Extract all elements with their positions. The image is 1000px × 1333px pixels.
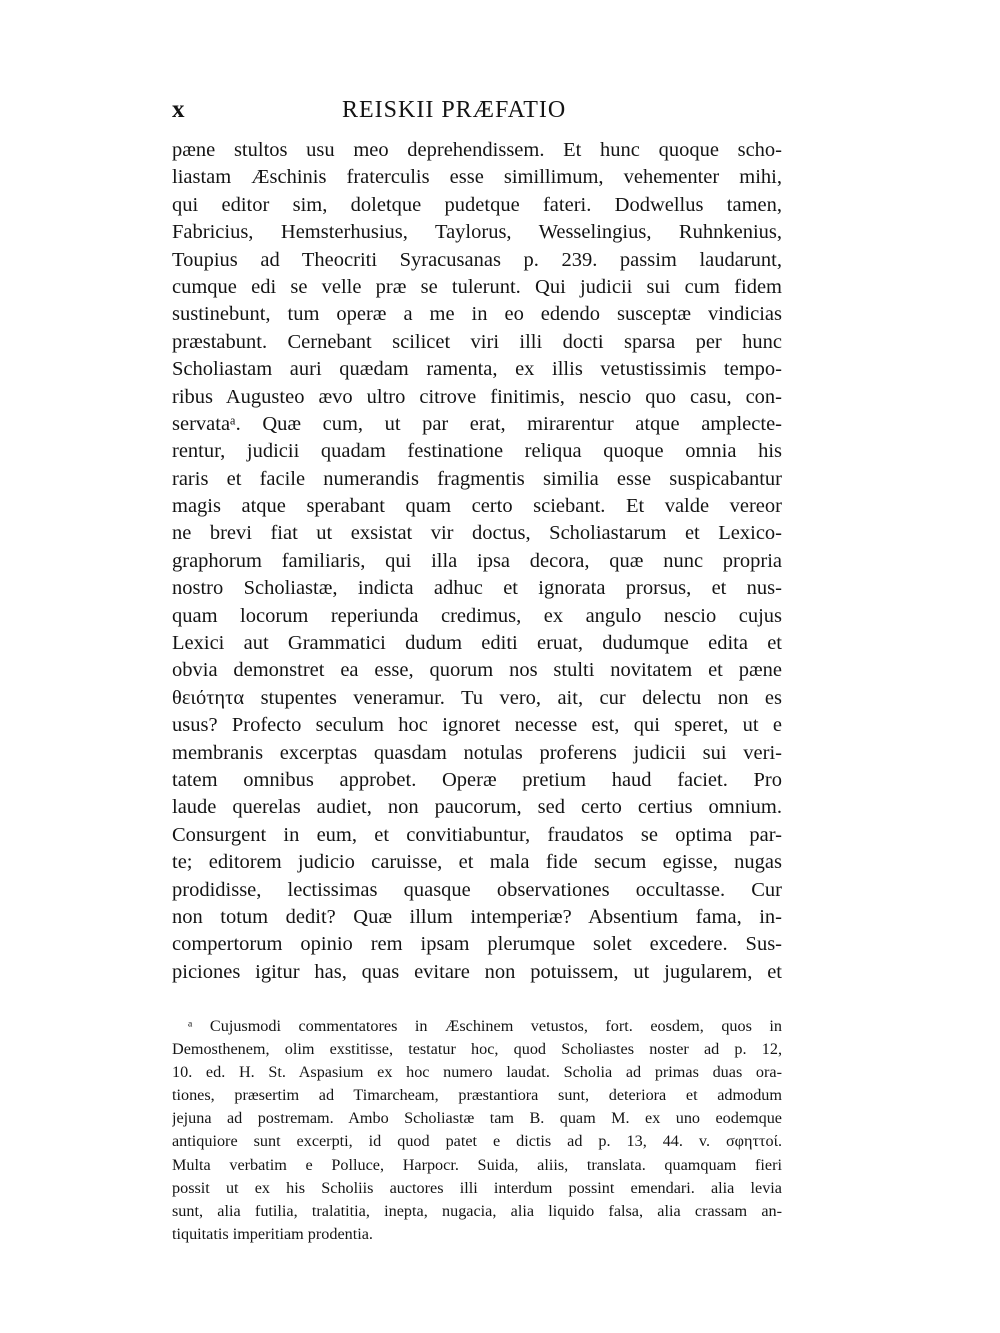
text-line: piciones igitur has, quas evitare non potuissem, ut jugularem, et	[172, 960, 782, 983]
page-number: x	[172, 96, 185, 123]
text-line: raris et facile numerandis fragmentis similia esse suspicabantur	[172, 467, 782, 490]
text-line: θειότητα stupentes veneramur. Tu vero, ait, cur delectu non es	[172, 686, 782, 709]
main-text	[172, 137, 782, 986]
footnote-line: tiones, præsertim ad Timarcheam, præstantiora sunt, deteriora et admodum	[172, 1086, 782, 1105]
footnote-line: antiquiore sunt excerpti, id quod patet e dictis ad p. 13, 44. v. σφηττοί.	[172, 1132, 782, 1151]
text-line: servataᵃ. Quæ cum, ut par erat, mirarentur atque amplecte-	[172, 412, 782, 435]
text-line: pæne stultos usu meo deprehendissem. Et hunc quoque scho-	[172, 139, 782, 161]
footnote-line: ᵃ Cujusmodi commentatores in Æschinem vetustos, fort. eosdem, quos in	[188, 1017, 782, 1035]
text-line: magis atque sperabant quam certo sciebant. Et valde vereor	[172, 495, 782, 518]
text-line: laude querelas audiet, non paucorum, sed certo certius omnium.	[172, 796, 782, 819]
text-line: compertorum opinio rem ipsam plerumque solet excedere. Sus-	[172, 933, 782, 956]
footnote-line: jejuna ad postremam. Ambo Scholiastæ tam B. quam M. ex uno eodemque	[172, 1109, 782, 1128]
text-line: membranis excerptas quasdam notulas proferens judicii sui veri-	[172, 741, 782, 764]
text-line: Scholiastam auri quædam ramenta, ex illis vetustissimis tempo-	[172, 358, 782, 381]
text-line: obvia demonstret ea esse, quorum nos stulti novitatem et pæne	[172, 659, 782, 682]
footnote	[172, 1015, 782, 1246]
footnote-line: 10. ed. H. St. Aspasium ex hoc numero laudat. Scholia ad primas duas ora-	[172, 1063, 782, 1082]
text-line: Toupius ad Theocriti Syracusanas p. 239. passim laudarunt,	[172, 248, 782, 271]
footnote-line: tiquitatis imperitiam prodentia.	[172, 1224, 373, 1243]
text-line: non totum dedit? Quæ illum intemperiæ? Absentium fama, in-	[172, 905, 782, 928]
text-line: prodidisse, lectissimas quasque observationes occultasse. Cur	[172, 878, 782, 901]
text-line: ribus Augusteo ævo ultro citrove finitimis, nescio quo casu, con-	[172, 385, 782, 408]
text-line: te; editorem judicio caruisse, et mala fide secum egisse, nugas	[172, 851, 782, 874]
text-line: qui editor sim, doletque pudetque fateri. Dodwellus tamen,	[172, 193, 782, 216]
text-line: ne brevi fiat ut exsistat vir doctus, Scholiastarum et Lexico-	[172, 522, 782, 545]
text-line: quam locorum reperiunda credimus, ex angulo nescio cujus	[172, 604, 782, 627]
footnote-line: Demosthenem, olim exstitisse, testatur hoc, quod Scholiastes noster ad p. 12,	[172, 1040, 782, 1059]
text-line: cumque edi se velle præ se tulerunt. Qui judicii sui cum fidem	[172, 275, 782, 298]
text-line: sustinebunt, tum operæ a me in eo edendo susceptæ vindicias	[172, 303, 782, 326]
text-line: tatem omnibus approbet. Operæ pretium haud faciet. Pro	[172, 768, 782, 791]
page-header	[172, 94, 784, 126]
text-line: nostro Scholiastæ, indicta adhuc et ignorata prorsus, et nus-	[172, 577, 782, 600]
text-line: Lexici aut Grammatici dudum editi eruat, dudumque edita et	[172, 632, 782, 655]
text-line: usus? Profecto seculum hoc ignoret necesse est, qui speret, ut e	[172, 714, 782, 737]
footnote-line: sunt, alia futilia, tralatitia, inepta, nugacia, alia liquido falsa, alia crassam an-	[172, 1201, 782, 1220]
text-line: rentur, judicii quadam festinatione reliqua quoque omnia his	[172, 440, 782, 463]
footnote-line: possit ut ex his Scholiis auctores illi interdum possint emendari. alia levia	[172, 1178, 782, 1197]
text-line: Consurgent in eum, et convitiabuntur, fraudatos se optima par-	[172, 823, 782, 846]
text-line: præstabunt. Cernebant scilicet viri illi docti sparsa per hunc	[172, 330, 782, 353]
text-line: Fabricius, Hemsterhusius, Taylorus, Wesselingius, Ruhnkenius,	[172, 221, 782, 244]
text-line: liastam Æschinis fraterculis esse simillimum, vehementer mihi,	[172, 166, 782, 189]
running-title: REISKII PRÆFATIO	[342, 97, 567, 123]
text-line: graphorum familiaris, qui illa ipsa decora, quæ nunc propria	[172, 549, 782, 572]
footnote-line: Multa verbatim e Polluce, Harpocr. Suida, aliis, translata. quamquam fieri	[172, 1155, 782, 1174]
